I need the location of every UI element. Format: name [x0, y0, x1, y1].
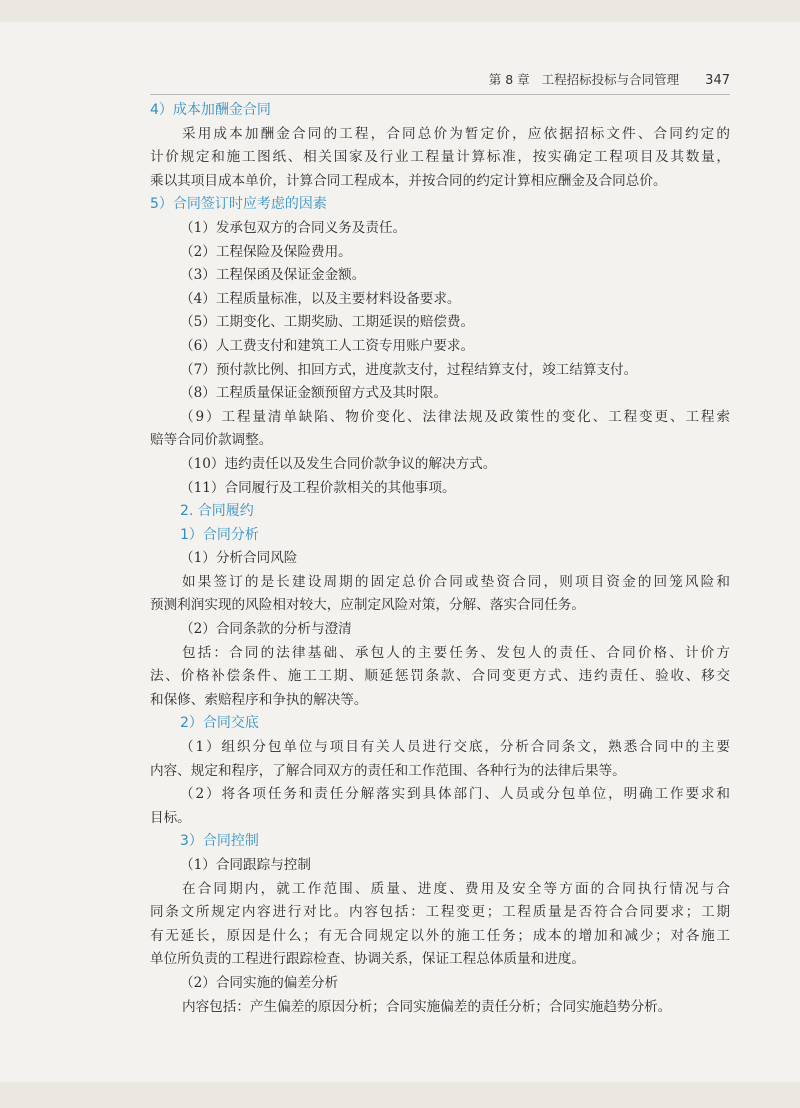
- paragraph-line: 计价规定和施工图纸、相关国家及行业工程量计算标准，按实确定工程项目及其数量，: [150, 149, 730, 166]
- list-item: （1）发承包双方的合同义务及责任。: [180, 219, 407, 236]
- paragraph-line: 同条文所规定内容进行对比。内容包括：工程变更；工程质量是否符合合同要求；工期: [150, 904, 730, 921]
- list-item: （1）组织分包单位与项目有关人员进行交底，分析合同条文，熟悉合同中的主要: [180, 739, 730, 756]
- paragraph-line: 内容包括：产生偏差的原因分析；合同实施偏差的责任分析；合同实施趋势分析。: [182, 998, 672, 1015]
- chapter-title: 工程招标投标与合同管理: [541, 72, 680, 87]
- running-header: [150, 70, 730, 95]
- heading-contract-performance: 2. 合同履约: [180, 503, 254, 520]
- paragraph-line: 预测利润实现的风险相对较大，应制定风险对策，分解、落实合同任务。: [150, 597, 585, 614]
- paragraph-line: 法、价格补偿条件、施工工期、顺延惩罚条款、合同变更方式、违约责任、验收、移交: [150, 668, 730, 685]
- list-item: （2）将各项任务和责任分解落实到具体部门、人员或分包单位，明确工作要求和: [180, 786, 730, 803]
- list-item: （11）合同履行及工程价款相关的其他事项。: [180, 479, 456, 496]
- list-item: （4）工程质量标准，以及主要材料设备要求。: [180, 290, 461, 307]
- list-item-continuation: 内容、规定和程序，了解合同双方的责任和工作范围、各种行为的法律后果等。: [150, 762, 626, 779]
- heading-contract-analysis: 1）合同分析: [180, 526, 259, 543]
- paragraph-line: 单位所负责的工程进行跟踪检查、协调关系，保证工程总体质量和进度。: [150, 951, 585, 968]
- list-item: （6）人工费支付和建筑工人工资专用账户要求。: [180, 337, 475, 354]
- list-item: （5）工期变化、工期奖励、工期延误的赔偿费。: [180, 314, 475, 331]
- paragraph-line: 如果签订的是长建设周期的固定总价合同或垫资合同，则项目资金的回笼风险和: [182, 573, 730, 590]
- subheading: （1）合同跟踪与控制: [180, 857, 311, 873]
- chapter-label: 第 8 章: [488, 72, 530, 87]
- paragraph-line: 包括：合同的法律基础、承包人的主要任务、发包人的责任、合同价格、计价方: [182, 644, 730, 661]
- heading-contract-control: 3）合同控制: [180, 833, 259, 850]
- paragraph-line: 在合同期内，就工作范围、质量、进度、费用及安全等方面的合同执行情况与合: [182, 880, 730, 897]
- list-item: （2）工程保险及保险费用。: [180, 243, 352, 260]
- paragraph-line: 乘以其项目成本单价，计算合同工程成本，并按合同的约定计算相应酬金及合同总价。: [150, 172, 667, 189]
- list-item: （8）工程质量保证金额预留方式及其时限。: [180, 385, 447, 402]
- paragraph-line: 和保修、索赔程序和争执的解决等。: [150, 691, 368, 708]
- list-item: （3）工程保函及保证金金额。: [180, 267, 366, 284]
- heading-cost-plus-contract: 4）成本加酬金合同: [150, 102, 271, 118]
- subheading: （2）合同条款的分析与澄清: [180, 621, 352, 638]
- paragraph-line: 有无延长，原因是什么；有无合同规定以外的施工任务；成本的增加和减少；对各施工: [150, 927, 730, 944]
- list-item-continuation: 目标。: [150, 809, 191, 826]
- paragraph-line: 采用成本加酬金合同的工程，合同总价为暂定价，应依据招标文件、合同约定的: [182, 125, 730, 142]
- scan-top-margin: [0, 0, 800, 22]
- page-number: 347: [705, 73, 730, 88]
- scan-bottom-margin: [0, 1082, 800, 1108]
- list-item: （9）工程量清单缺陷、物价变化、法律法规及政策性的变化、工程变更、工程索: [180, 408, 730, 425]
- list-item-continuation: 赔等合同价款调整。: [150, 432, 273, 449]
- list-item: （10）违约责任以及发生合同价款争议的解决方式。: [180, 455, 497, 472]
- subheading: （2）合同实施的偏差分析: [180, 974, 339, 991]
- heading-contract-briefing: 2）合同交底: [180, 715, 259, 732]
- heading-signing-factors: 5）合同签订时应考虑的因素: [150, 196, 327, 213]
- list-item: （7）预付款比例、扣回方式，进度款支付，过程结算支付，竣工结算支付。: [180, 361, 638, 378]
- subheading: （1）分析合同风险: [180, 550, 298, 567]
- book-page: [150, 70, 730, 1019]
